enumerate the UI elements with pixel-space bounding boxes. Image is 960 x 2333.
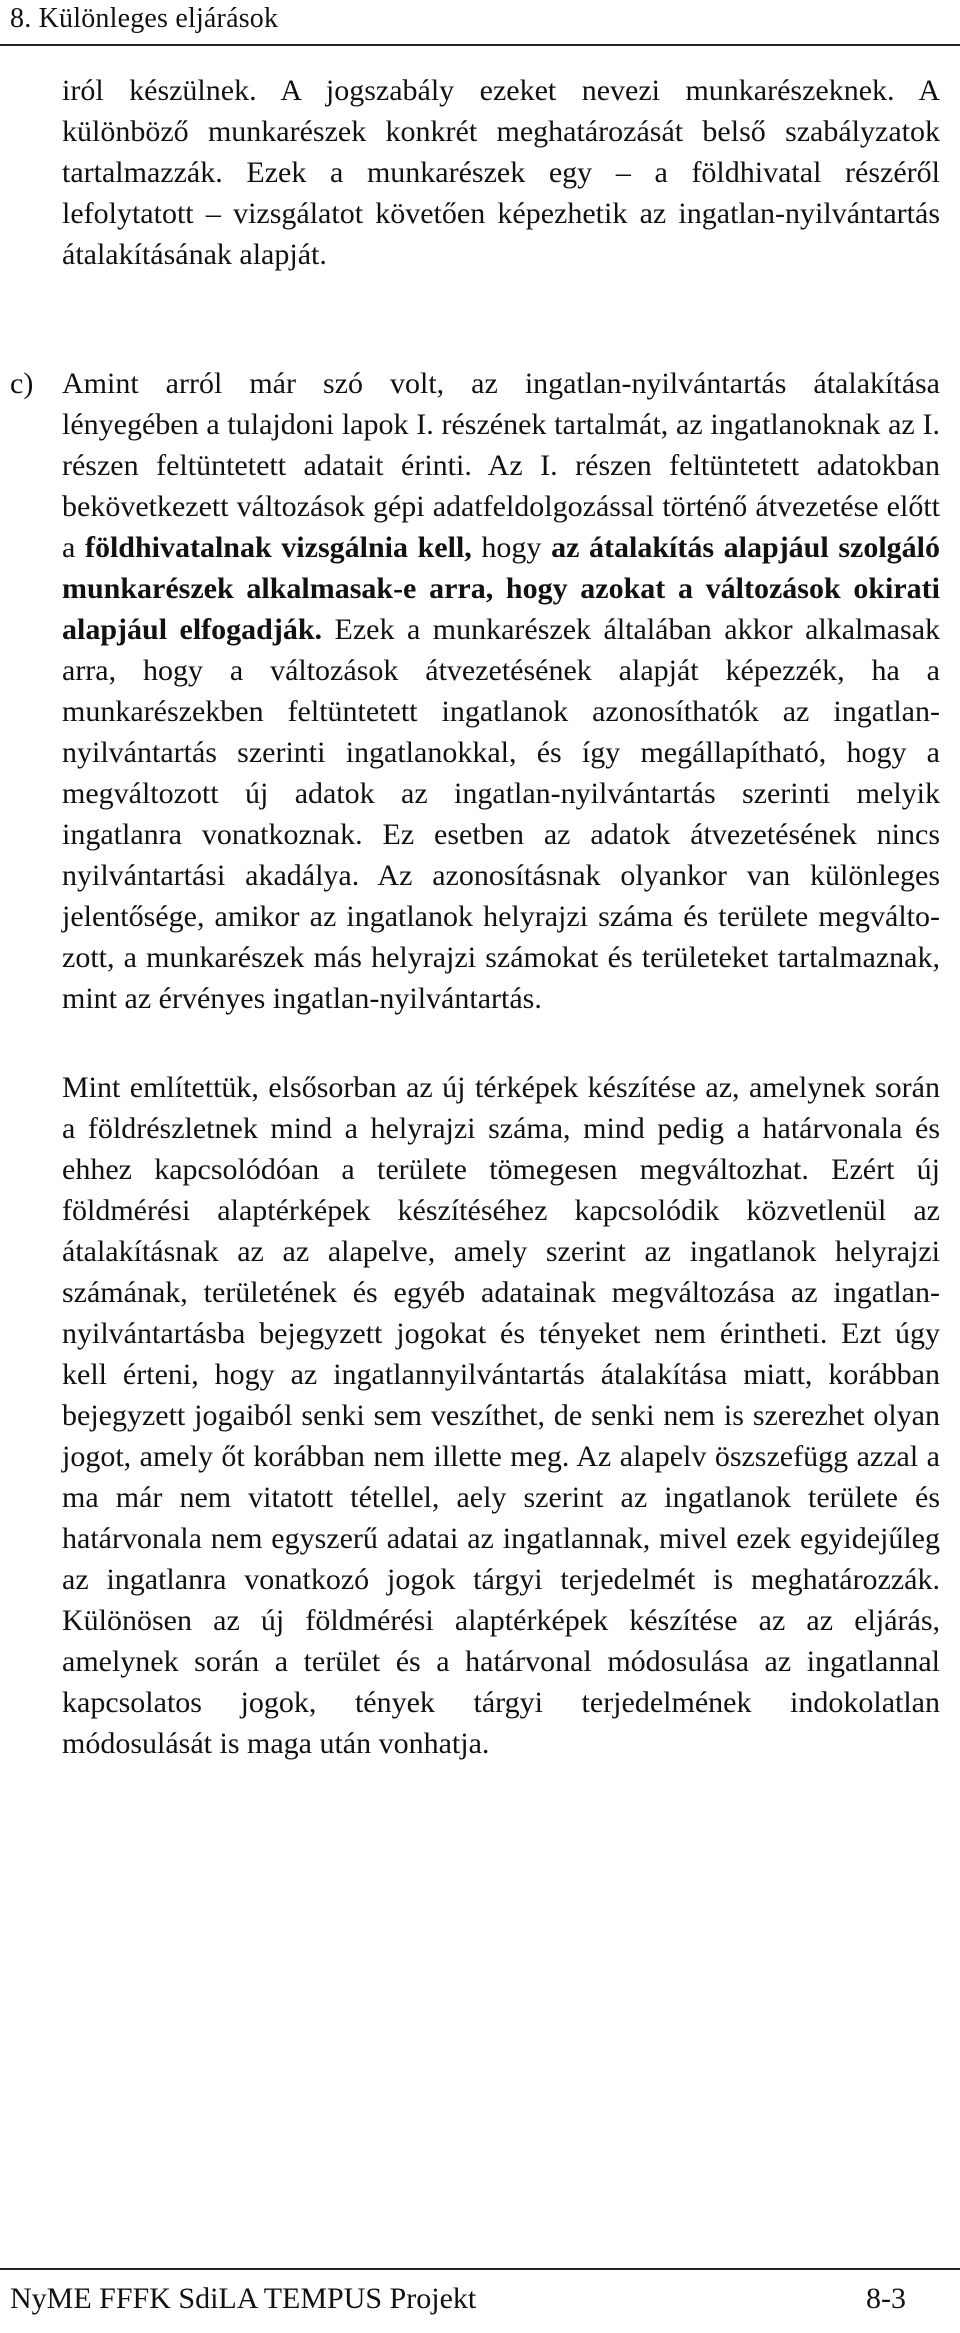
page-body <box>10 70 941 1764</box>
running-header-title: 8. Különleges eljárások <box>10 3 279 34</box>
header-rule <box>0 44 960 46</box>
footer-rule <box>0 2268 960 2270</box>
paragraph-continuation: iról készülnek. A jogszabály ezeket nevezi munkarészeknek. A különböző munkarészek konkrét meghatározását belső szabályzatok tartalmazzák. Ezek a munkarészek egy – a földhivatal részéről lefolytatott – vizsgálatot követően képezhetik az ingatlan-nyilvántartás átalakításának alapját. <box>62 74 940 271</box>
footer-project-name: NyME FFFK SdiLA TEMPUS Projekt <box>10 2282 477 2315</box>
item-c-text-part1: Amint arról már szó volt, az ingatlan-nyilvántartás átalakítása lényegében a tulajdoni lapok I. részének tartalmát, az ingatlanoknak az I. részen feltüntetett adatait érinti. Az I. részen feltüntetett adatokban bekövetkezett változások gépi adatfeldolgozással történő átvezetése előtt a <box>62 367 940 564</box>
item-c-bold-part1: földhivatalnak vizsgálnia kell, <box>84 531 472 564</box>
footer-page-number: 8-3 <box>866 2282 906 2315</box>
item-c-text-part2: hogy <box>471 531 552 564</box>
item-c-bold-part2: az átalakítás alapjául szolgáló munkarészek alkalmasak-e arra, hogy azokat a változások okirati alapjául elfogadják. <box>62 531 940 646</box>
paragraph-main: Mint említettük, elsősorban az új térképek készítése az, amelynek során a földrészletnek mind a helyrajzi száma, mind pedig a határvonala és ehhez kapcsolódóan a területe tömegesen megváltozhat. Ezért új földmérési alaptérképek készítéséhez kapcsolódik közvetlenül az átalakításnak az az alapelve, amely szerint az ingatlanok helyrajzi számának, területének és egyéb adatainak megváltozása az ingatlan-nyilvántartásba bejegyzett jogokat és tényeket nem érintheti. Ezt úgy kell érteni, hogy az ingatlannyilvántartás átalakítása miatt, korábban bejegyzett jogaiból senki sem veszíthet, de senki nem is szerezhet olyan jogot, amely őt korábban nem illette meg. Az alapelv öszszefügg azzal a ma már nem vitatott tétellel, aely szerint az ingatlanok területe és határvonala nem egyszerű adatai az ingatlannak, mivel ezek egyidejűleg az ingatlanra vonatkozó jogok tárgyi terjedelmét is meghatározzák. Különösen az új földmérési alaptérképek készítése az az eljárás, amelynek során a terület és a határvonal módosulása az ingatlannal kapcsolatos jogok, tények tárgyi terjedelmének indokolatlan módosulását is maga után vonhatja. <box>62 1071 940 1760</box>
list-item-text <box>62 363 940 1019</box>
list-item-label: c) <box>10 367 34 400</box>
item-c-text-part3: Ezek a munkarészek általában akkor alkalmasak arra, hogy a változások átvezetésének alapját képezzék, ha a munkarészekben feltüntetett ingatlanok azonosíthatók az ingatlannyilvántartás szerinti ingatlanokkal, és így megállapítható, hogy a megváltozott új adatok az ingatlan-nyilvántartás szerinti melyik ingatlanra vonatkoznak. Ez esetben az adatok átvezetésének nincs nyilvántartási akadálya. Az azonosításnak olyankor van különleges jelentősége, amikor az ingatlanok helyrajzi száma és területe megváltozott, a munkarészek más helyrajzi számokat és területeket tartalmaznak, mint az érvényes ingatlan-nyilvántartás. <box>62 613 941 1015</box>
list-item-c <box>10 363 941 1019</box>
